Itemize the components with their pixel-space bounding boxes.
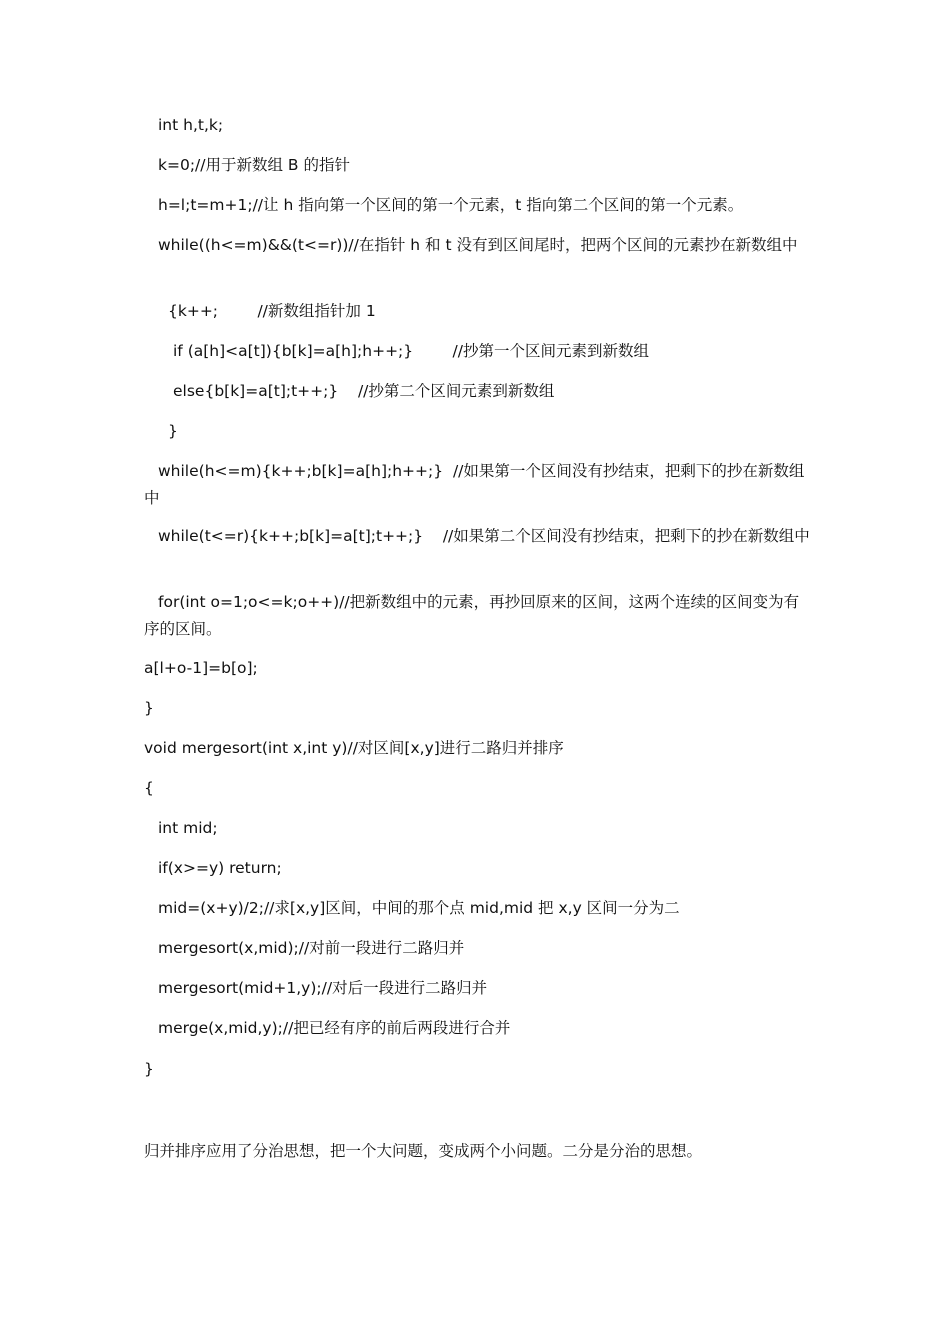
- code-line: while((h<=m)&&(t<=r))//在指针 h 和 t 没有到区间尾时，把两个区间的元素抄在新数组中: [158, 236, 798, 254]
- code-line: }: [144, 1060, 154, 1078]
- code-line: if (a[h]<a[t]){b[k]=a[h];h++;} //抄第一个区间元素到新数组: [173, 342, 649, 360]
- code-line: }: [168, 422, 178, 440]
- code-line: mid=(x+y)/2;//求[x,y]区间，中间的那个点 mid,mid 把 x,y 区间一分为二: [158, 899, 680, 917]
- code-line: else{b[k]=a[t];t++;} //抄第二个区间元素到新数组: [173, 382, 555, 400]
- code-line: mergesort(mid+1,y);//对后一段进行二路归并: [158, 979, 488, 997]
- code-line: a[l+o-1]=b[o];: [144, 659, 258, 677]
- code-line: merge(x,mid,y);//把已经有序的前后两段进行合并: [158, 1019, 511, 1037]
- code-line: k=0;//用于新数组 B 的指针: [158, 156, 350, 174]
- code-line: while(h<=m){k++;b[k]=a[h];h++;} //如果第一个区间没有抄结束，把剩下的抄在新数组中: [144, 462, 805, 507]
- code-line: {k++; //新数组指针加 1: [168, 302, 376, 320]
- code-line: }: [144, 699, 154, 717]
- code-line: h=l;t=m+1;//让 h 指向第一个区间的第一个元素，t 指向第二个区间的第一个元素。: [158, 196, 744, 214]
- code-line: void mergesort(int x,int y)//对区间[x,y]进行二路归并排序: [144, 739, 564, 757]
- code-line: int mid;: [158, 819, 218, 837]
- summary-paragraph: 归并排序应用了分治思想，把一个大问题，变成两个小问题。二分是分治的思想。: [144, 1142, 703, 1160]
- code-line: for(int o=1;o<=k;o++)//把新数组中的元素，再抄回原来的区间，这两个连续的区间变为有序的区间。: [144, 593, 800, 638]
- code-line: while(t<=r){k++;b[k]=a[t];t++;} //如果第二个区间没有抄结束，把剩下的抄在新数组中: [158, 527, 810, 545]
- code-line: {: [144, 779, 154, 797]
- code-line: if(x>=y) return;: [158, 859, 282, 877]
- code-line: int h,t,k;: [158, 116, 224, 134]
- code-line: mergesort(x,mid);//对前一段进行二路归并: [158, 939, 465, 957]
